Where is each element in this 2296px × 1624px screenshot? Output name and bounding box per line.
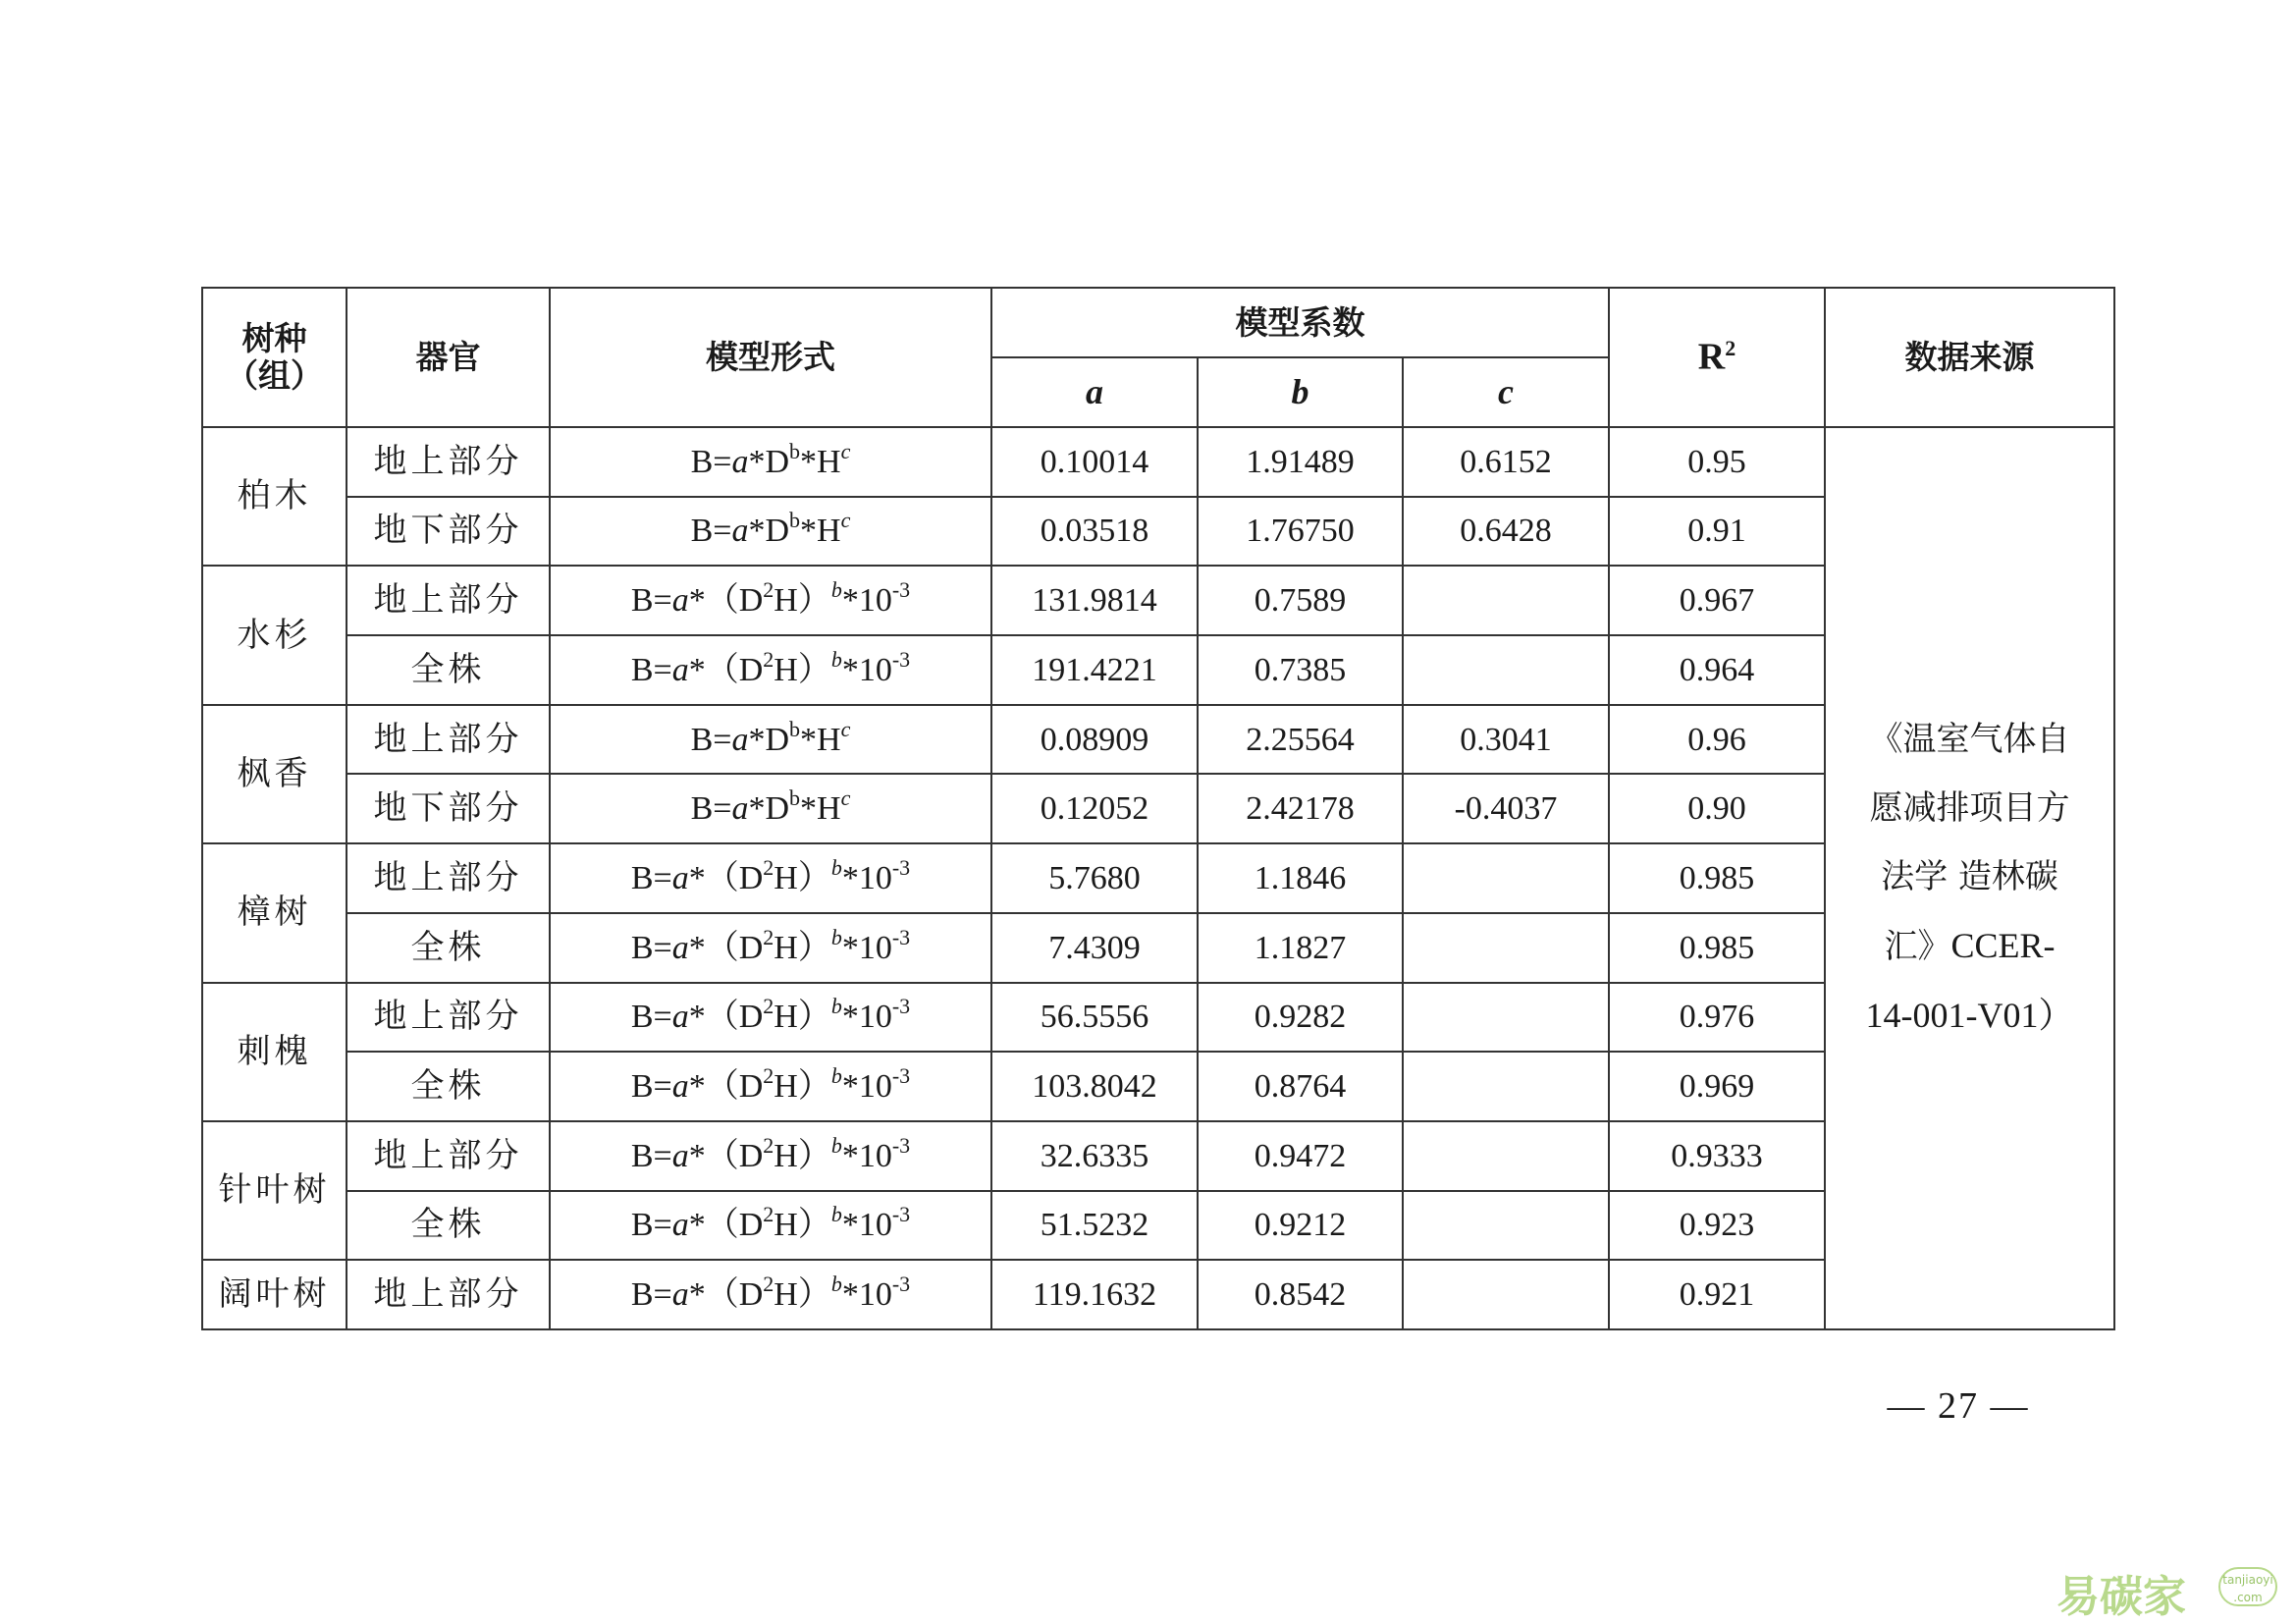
organ-cell: 全株 — [347, 635, 550, 705]
coef-a-cell: 32.6335 — [991, 1121, 1198, 1191]
formula-part-a: a — [671, 1067, 689, 1105]
formula-part-mid3: *10 — [841, 1067, 892, 1105]
formula-part-a: a — [731, 513, 749, 550]
source-text: 《温室气体自 — [1869, 720, 2070, 760]
source-text: 14-001-V01） — [1865, 996, 2074, 1036]
formula-part-a: a — [671, 651, 689, 688]
formula-part-a: a — [671, 1137, 689, 1174]
coef-a-cell: 0.08909 — [991, 705, 1198, 775]
formula-part-mid1: *（D — [688, 859, 764, 896]
formula-part-b: b — [789, 508, 801, 533]
source-line — [1865, 911, 2074, 981]
coef-a-cell: 56.5556 — [991, 983, 1198, 1053]
coef-b-cell: 0.9282 — [1198, 983, 1403, 1053]
watermark-badge-line1: tanjiaoyi — [2222, 1573, 2273, 1587]
formula-part-a: a — [671, 1207, 689, 1244]
coef-c-cell: -0.4037 — [1403, 774, 1609, 843]
formula-part-a: a — [671, 999, 689, 1036]
species-cell: 樟树 — [202, 843, 347, 982]
coef-b-cell: 1.91489 — [1198, 427, 1403, 497]
formula-part-b: b — [830, 646, 842, 672]
watermark-badge — [2218, 1567, 2277, 1606]
source-text: 汇》 — [1884, 927, 1951, 967]
header-coef-b: b — [1198, 357, 1403, 427]
header-coef-c: c — [1403, 357, 1609, 427]
coef-c-cell — [1403, 983, 1609, 1053]
r2-cell: 0.90 — [1609, 774, 1825, 843]
coef-c-cell: 0.3041 — [1403, 705, 1609, 775]
coef-a-cell: 131.9814 — [991, 566, 1198, 635]
model-formula — [550, 774, 991, 843]
coef-b-cell: 0.8542 — [1198, 1260, 1403, 1329]
biomass-model-table — [201, 287, 2115, 1330]
formula-part-exp: -3 — [891, 1062, 911, 1088]
formula-part-exp: -3 — [891, 1202, 911, 1227]
coef-c-cell — [1403, 1052, 1609, 1121]
coef-c-cell: 0.6428 — [1403, 497, 1609, 567]
coef-a-cell: 0.12052 — [991, 774, 1198, 843]
source-text: CCER- — [1950, 926, 2056, 966]
model-formula — [550, 843, 991, 913]
coef-c-cell — [1403, 1260, 1609, 1329]
species-cell: 刺槐 — [202, 983, 347, 1121]
formula-part-mid3: *10 — [841, 929, 892, 966]
source-line — [1865, 705, 2074, 774]
organ-cell: 全株 — [347, 913, 550, 983]
watermark-logo — [2056, 1561, 2282, 1622]
formula-part-lhs: B= — [630, 929, 672, 966]
formula-part-a: a — [731, 721, 749, 758]
coef-a-cell: 103.8042 — [991, 1052, 1198, 1121]
formula-part-two: 2 — [763, 1062, 774, 1088]
formula-part-two: 2 — [763, 577, 774, 603]
species-cell: 针叶树 — [202, 1121, 347, 1260]
coef-b-cell: 1.1827 — [1198, 913, 1403, 983]
formula-part-b: b — [830, 1202, 842, 1227]
organ-cell: 地上部分 — [347, 427, 550, 497]
organ-cell: 地上部分 — [347, 843, 550, 913]
formula-part-c: c — [840, 438, 851, 463]
model-formula — [550, 913, 991, 983]
organ-cell: 地上部分 — [347, 566, 550, 635]
formula-part-mid3: *10 — [841, 1137, 892, 1174]
formula-part-mid1: *D — [748, 443, 790, 480]
organ-cell: 地上部分 — [347, 1121, 550, 1191]
formula-part-a: a — [731, 443, 749, 480]
formula-part-a: a — [671, 1276, 689, 1314]
formula-part-mid3: *10 — [841, 999, 892, 1036]
formula-part-mid2: H） — [774, 929, 831, 966]
data-source-cell — [1825, 427, 2114, 1329]
organ-cell: 地上部分 — [347, 983, 550, 1053]
model-formula — [550, 983, 991, 1053]
coef-c-cell — [1403, 843, 1609, 913]
r2-cell: 0.923 — [1609, 1191, 1825, 1261]
formula-part-mid3: *10 — [841, 1207, 892, 1244]
formula-part-mid1: *（D — [688, 651, 764, 688]
r2-cell: 0.976 — [1609, 983, 1825, 1053]
coef-a-cell: 51.5232 — [991, 1191, 1198, 1261]
species-cell: 阔叶树 — [202, 1260, 347, 1329]
formula-part-mid2: *H — [800, 790, 841, 828]
formula-part-lhs: B= — [630, 1276, 672, 1314]
formula-part-mid1: *D — [748, 721, 790, 758]
header-species — [202, 288, 347, 427]
formula-part-mid2: H） — [774, 1137, 831, 1174]
formula-part-two: 2 — [763, 1202, 774, 1227]
formula-part-exp: -3 — [891, 854, 911, 880]
formula-part-mid1: *（D — [688, 1067, 764, 1105]
model-formula — [550, 705, 991, 775]
formula-part-c: c — [840, 508, 851, 533]
coef-b-cell: 0.9212 — [1198, 1191, 1403, 1261]
coef-b-cell: 1.76750 — [1198, 497, 1403, 567]
model-formula — [550, 497, 991, 567]
r2-cell: 0.985 — [1609, 913, 1825, 983]
formula-part-mid1: *（D — [688, 1276, 764, 1314]
formula-part-mid1: *（D — [688, 1207, 764, 1244]
formula-part-b: b — [830, 1132, 842, 1158]
formula-part-mid2: H） — [774, 1276, 831, 1314]
source-line — [1865, 774, 2074, 842]
species-cell: 柏木 — [202, 427, 347, 566]
formula-part-mid3: *10 — [841, 1276, 892, 1314]
formula-part-b: b — [789, 438, 801, 463]
formula-part-mid3: *10 — [841, 859, 892, 896]
formula-part-mid1: *D — [748, 513, 790, 550]
formula-part-b: b — [830, 854, 842, 880]
r2-cell: 0.967 — [1609, 566, 1825, 635]
header-species-line2: （组） — [226, 356, 323, 395]
coef-a-cell: 191.4221 — [991, 635, 1198, 705]
formula-part-lhs: B= — [630, 1067, 672, 1105]
source-line — [1865, 842, 2074, 911]
coef-b-cell: 0.7385 — [1198, 635, 1403, 705]
formula-part-mid2: H） — [774, 1207, 831, 1244]
formula-part-b: b — [789, 785, 801, 811]
formula-part-mid1: *D — [748, 790, 790, 828]
formula-part-lhs: B= — [690, 790, 732, 828]
header-coefficients: 模型系数 — [991, 288, 1609, 357]
coef-b-cell: 0.8764 — [1198, 1052, 1403, 1121]
coef-c-cell — [1403, 1121, 1609, 1191]
formula-part-mid1: *（D — [688, 582, 764, 620]
header-r2 — [1609, 288, 1825, 427]
formula-part-lhs: B= — [630, 859, 672, 896]
coef-b-cell: 0.9472 — [1198, 1121, 1403, 1191]
model-formula — [550, 1191, 991, 1261]
coef-a-cell: 0.10014 — [991, 427, 1198, 497]
formula-part-mid2: *H — [800, 513, 841, 550]
coef-c-cell — [1403, 566, 1609, 635]
formula-part-exp: -3 — [891, 646, 911, 672]
formula-part-mid2: H） — [774, 1067, 831, 1105]
formula-part-lhs: B= — [630, 1207, 672, 1244]
formula-part-a: a — [671, 582, 689, 620]
coef-b-cell: 1.1846 — [1198, 843, 1403, 913]
header-source: 数据来源 — [1825, 288, 2114, 427]
r2-cell: 0.964 — [1609, 635, 1825, 705]
r2-cell: 0.985 — [1609, 843, 1825, 913]
formula-part-mid3: *10 — [841, 651, 892, 688]
coef-b-cell: 2.42178 — [1198, 774, 1403, 843]
header-organ: 器官 — [347, 288, 550, 427]
species-cell: 枫香 — [202, 705, 347, 843]
header-r2-base: R — [1697, 336, 1726, 378]
organ-cell: 地上部分 — [347, 705, 550, 775]
coef-c-cell: 0.6152 — [1403, 427, 1609, 497]
r2-cell: 0.95 — [1609, 427, 1825, 497]
formula-part-two: 2 — [763, 1272, 774, 1297]
source-text: 愿减排项目方 — [1869, 788, 2070, 829]
model-formula — [550, 1121, 991, 1191]
formula-part-two: 2 — [763, 1132, 774, 1158]
formula-part-mid2: H） — [774, 999, 831, 1036]
watermark-brand: 易碳家 — [2056, 1572, 2186, 1622]
formula-part-exp: -3 — [891, 1272, 911, 1297]
formula-part-b: b — [830, 924, 842, 949]
header-coef-a: a — [991, 357, 1198, 427]
source-line — [1865, 981, 2074, 1051]
formula-part-exp: -3 — [891, 577, 911, 603]
formula-part-lhs: B= — [690, 513, 732, 550]
formula-part-b: b — [830, 1062, 842, 1088]
model-formula — [550, 1052, 991, 1121]
coef-c-cell — [1403, 913, 1609, 983]
coef-a-cell: 5.7680 — [991, 843, 1198, 913]
formula-part-b: b — [830, 577, 842, 603]
formula-part-mid2: H） — [774, 651, 831, 688]
formula-part-two: 2 — [763, 924, 774, 949]
formula-part-mid3: *10 — [841, 582, 892, 620]
organ-cell: 地下部分 — [347, 497, 550, 567]
page-number: — 27 — — [1887, 1385, 2030, 1427]
coef-a-cell: 0.03518 — [991, 497, 1198, 567]
formula-part-mid1: *（D — [688, 999, 764, 1036]
formula-part-mid1: *（D — [688, 1137, 764, 1174]
r2-cell: 0.969 — [1609, 1052, 1825, 1121]
watermark-badge-line2: .com — [2233, 1591, 2263, 1604]
header-species-line1: 树种 — [241, 319, 307, 358]
coef-a-cell: 7.4309 — [991, 913, 1198, 983]
formula-part-a: a — [671, 859, 689, 896]
formula-part-mid2: *H — [800, 721, 841, 758]
formula-part-exp: -3 — [891, 1132, 911, 1158]
coef-c-cell — [1403, 1191, 1609, 1261]
coef-b-cell: 2.25564 — [1198, 705, 1403, 775]
formula-part-c: c — [840, 716, 851, 741]
table-body — [202, 427, 2114, 1329]
organ-cell: 全株 — [347, 1052, 550, 1121]
formula-part-mid1: *（D — [688, 929, 764, 966]
coef-b-cell: 0.7589 — [1198, 566, 1403, 635]
r2-cell: 0.9333 — [1609, 1121, 1825, 1191]
model-formula — [550, 427, 991, 497]
formula-part-exp: -3 — [891, 924, 911, 949]
formula-part-lhs: B= — [630, 582, 672, 620]
formula-part-c: c — [840, 785, 851, 811]
source-text: 法学 造林碳 — [1881, 857, 2058, 897]
formula-part-lhs: B= — [690, 721, 732, 758]
formula-part-two: 2 — [763, 646, 774, 672]
formula-part-b: b — [830, 1272, 842, 1297]
formula-part-mid2: *H — [800, 443, 841, 480]
model-formula — [550, 635, 991, 705]
formula-part-exp: -3 — [891, 994, 911, 1019]
coef-a-cell: 119.1632 — [991, 1260, 1198, 1329]
formula-part-a: a — [671, 929, 689, 966]
formula-part-two: 2 — [763, 994, 774, 1019]
organ-cell: 地下部分 — [347, 774, 550, 843]
organ-cell: 地上部分 — [347, 1260, 550, 1329]
formula-part-lhs: B= — [630, 1137, 672, 1174]
species-cell: 水杉 — [202, 566, 347, 704]
r2-cell: 0.96 — [1609, 705, 1825, 775]
model-formula — [550, 566, 991, 635]
header-r2-sup: 2 — [1725, 335, 1736, 360]
formula-part-mid2: H） — [774, 582, 831, 620]
r2-cell: 0.921 — [1609, 1260, 1825, 1329]
organ-cell: 全株 — [347, 1191, 550, 1261]
table-row — [202, 427, 2114, 497]
formula-part-a: a — [731, 790, 749, 828]
formula-part-b: b — [830, 994, 842, 1019]
formula-part-lhs: B= — [690, 443, 732, 480]
formula-part-b: b — [789, 716, 801, 741]
formula-part-lhs: B= — [630, 999, 672, 1036]
formula-part-two: 2 — [763, 854, 774, 880]
header-model-form: 模型形式 — [550, 288, 991, 427]
formula-part-lhs: B= — [630, 651, 672, 688]
coef-c-cell — [1403, 635, 1609, 705]
formula-part-mid2: H） — [774, 859, 831, 896]
model-formula — [550, 1260, 991, 1329]
r2-cell: 0.91 — [1609, 497, 1825, 567]
